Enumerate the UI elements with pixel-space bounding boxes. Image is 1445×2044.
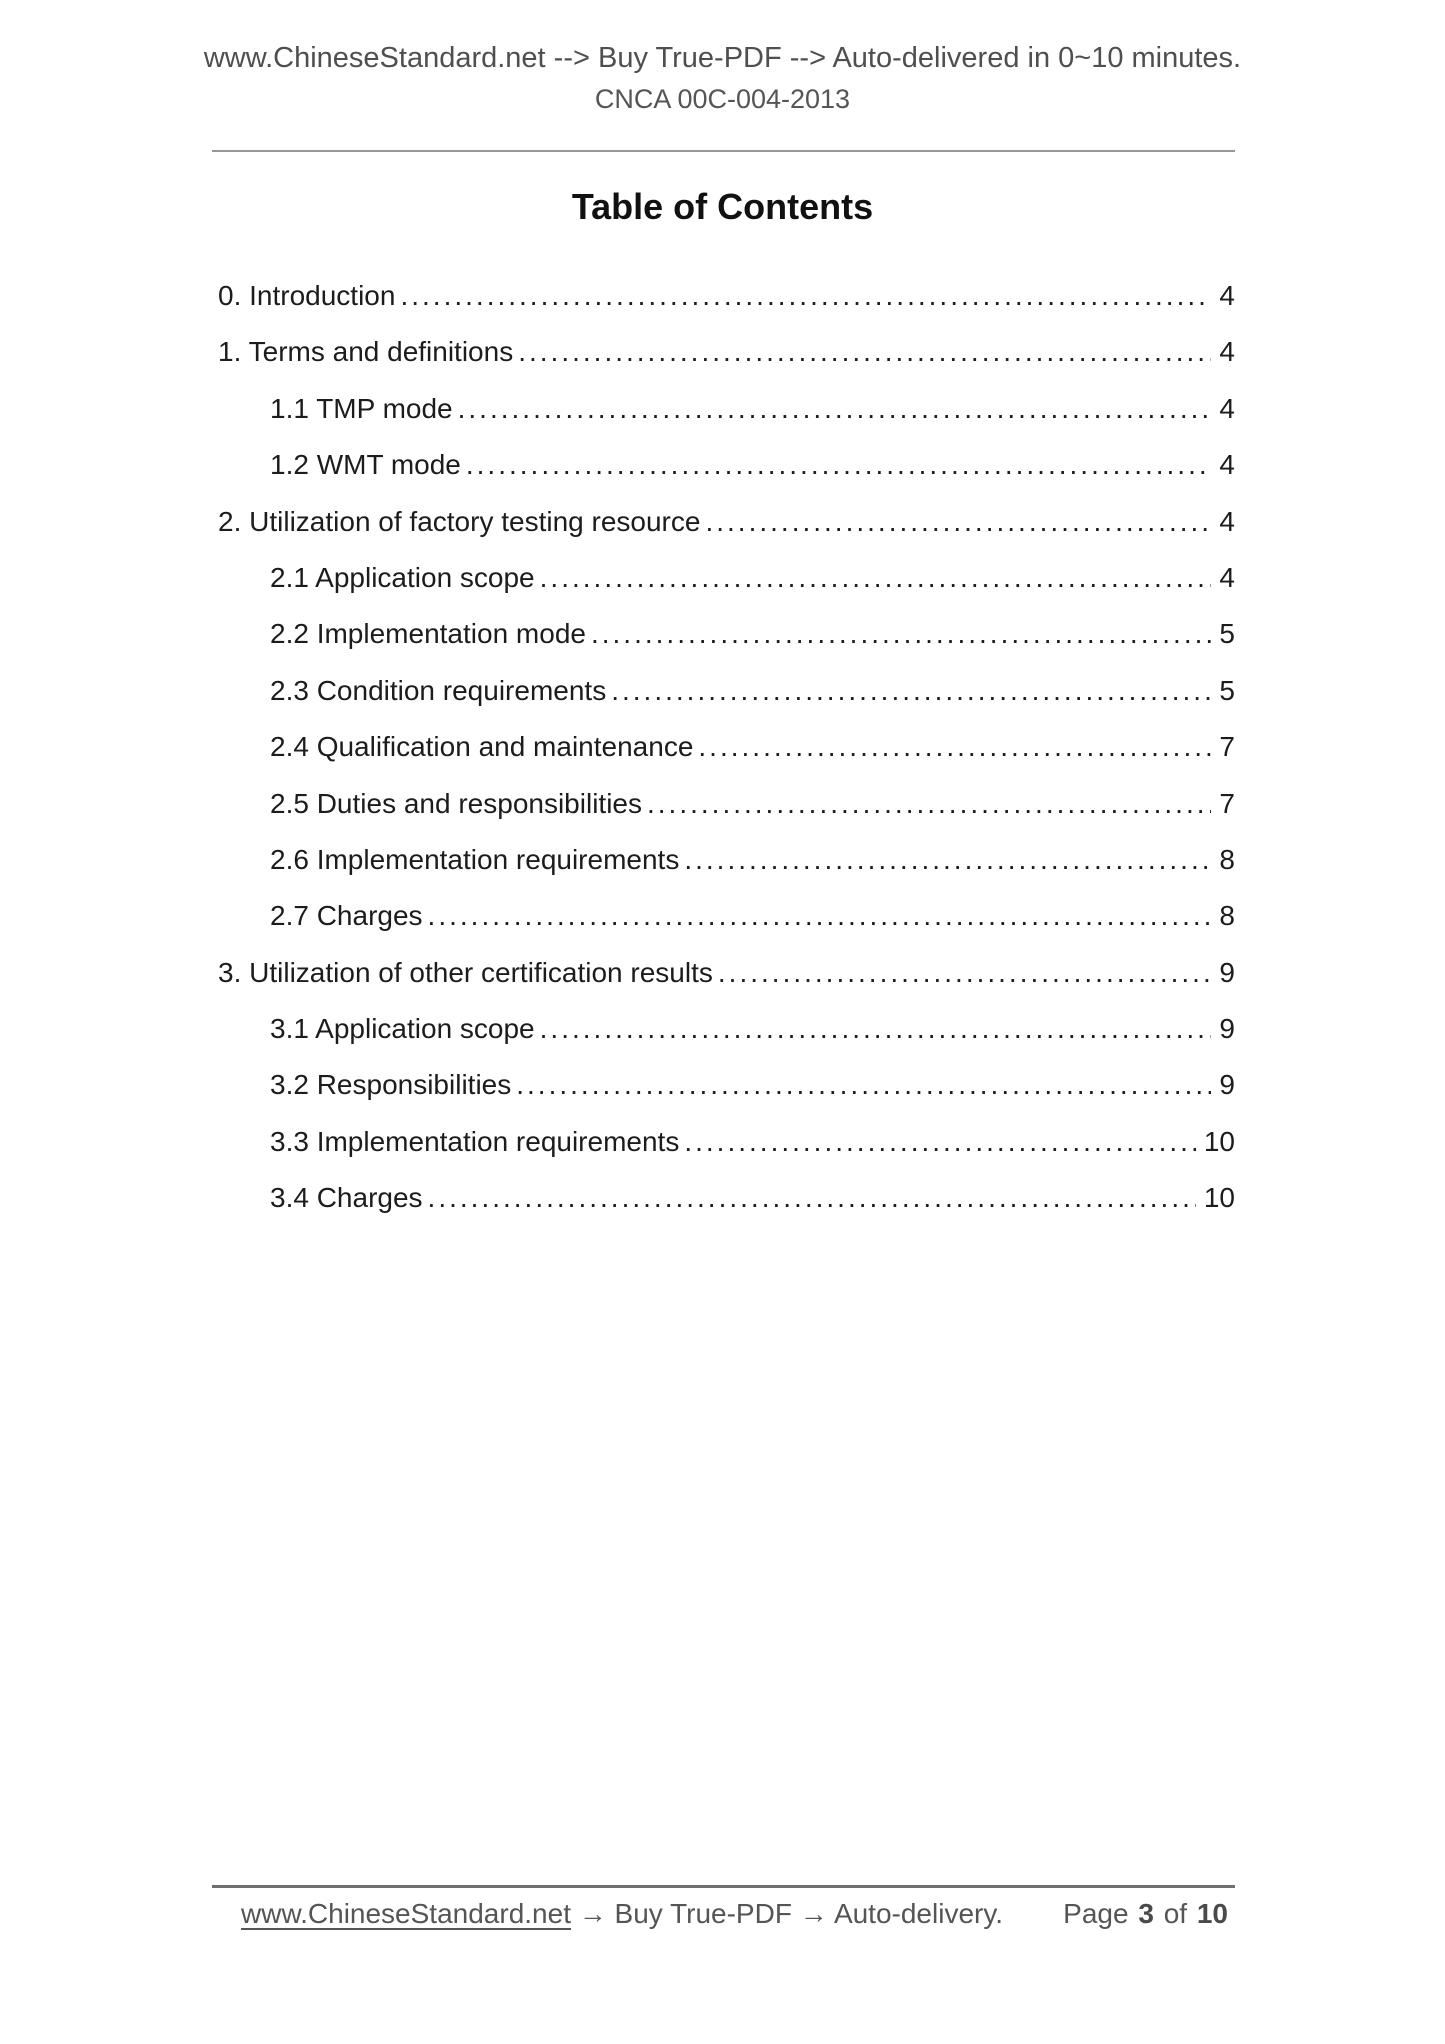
toc-entry[interactable] — [218, 1001, 1235, 1057]
toc-entry[interactable] — [218, 437, 1235, 493]
toc-entry-label: 2. Utilization of factory testing resource — [218, 505, 701, 537]
footer-page-label: Page — [1063, 1898, 1129, 1929]
toc-entry-label: 0. Introduction — [218, 280, 396, 311]
toc-entry-page: 7 — [1219, 787, 1235, 819]
toc-entry-label: 1. Terms and definitions — [218, 336, 514, 368]
table-of-contents — [218, 268, 1235, 1227]
toc-entry-label: 1.2 WMT mode — [270, 449, 461, 481]
toc-dot-leader — [591, 606, 1211, 662]
toc-entry-page: 10 — [1203, 1125, 1235, 1157]
toc-dot-leader — [466, 437, 1212, 493]
toc-entry-label: 3.2 Responsibilities — [270, 1069, 512, 1101]
toc-entry-label: 3.4 Charges — [270, 1182, 423, 1214]
toc-entry-label: 2.1 Application scope — [270, 561, 535, 593]
toc-entry-page: 5 — [1219, 674, 1235, 706]
footer-promo — [241, 1898, 1003, 1930]
footer-divider — [212, 1885, 1235, 1888]
toc-dot-leader — [718, 945, 1212, 1001]
toc-dot-leader — [684, 832, 1211, 888]
toc-entry-page: 4 — [1219, 392, 1235, 424]
toc-entry-label: 3.1 Application scope — [270, 1013, 535, 1045]
header-doc-number: CNCA 00C-004-2013 — [594, 84, 851, 114]
toc-entry-page: 4 — [1219, 561, 1235, 593]
toc-entry-label: 3.3 Implementation requirements — [270, 1125, 680, 1157]
toc-entry[interactable] — [218, 719, 1235, 775]
toc-entry-page: 4 — [1219, 449, 1235, 481]
header-divider — [212, 150, 1235, 152]
toc-entry-page: 4 — [1219, 505, 1235, 537]
toc-dot-leader — [428, 888, 1212, 944]
toc-entry-page: 9 — [1219, 1013, 1235, 1045]
toc-entry[interactable] — [218, 494, 1235, 550]
toc-entry[interactable] — [218, 945, 1235, 1001]
toc-dot-leader — [647, 776, 1211, 832]
toc-entry[interactable] — [218, 268, 1235, 324]
toc-dot-leader — [540, 1001, 1212, 1057]
page-footer — [241, 1898, 1230, 1930]
toc-entry-label: 2.2 Implementation mode — [270, 618, 586, 650]
toc-entry[interactable] — [218, 832, 1235, 888]
toc-entry-label: 2.5 Duties and responsibilities — [270, 787, 642, 819]
toc-entry-label: 2.7 Charges — [270, 900, 423, 932]
toc-entry[interactable] — [218, 1114, 1235, 1170]
toc-entry-label: 3. Utilization of other certification results — [218, 956, 713, 988]
toc-entry-label: 2.3 Condition requirements — [270, 674, 607, 706]
toc-entry[interactable] — [218, 550, 1235, 606]
toc-entry-page: 8 — [1219, 900, 1235, 932]
toc-entry-page: 7 — [1219, 731, 1235, 763]
toc-entry-page: 4 — [1219, 280, 1235, 311]
toc-dot-leader — [540, 550, 1212, 606]
page-title: Table of Contents — [571, 186, 874, 227]
toc-entry-page: 10 — [1203, 1182, 1235, 1214]
toc-dot-leader — [518, 324, 1211, 380]
toc-entry-page: 8 — [1219, 843, 1235, 875]
footer-page-total: 10 — [1196, 1898, 1228, 1929]
toc-entry-label: 2.6 Implementation requirements — [270, 843, 680, 875]
footer-page-indicator — [1063, 1898, 1230, 1930]
toc-entry[interactable] — [218, 381, 1235, 437]
toc-dot-leader — [611, 663, 1211, 719]
toc-dot-leader — [705, 494, 1211, 550]
toc-entry-page: 9 — [1219, 1069, 1235, 1101]
toc-entry[interactable] — [218, 324, 1235, 380]
toc-dot-leader — [458, 381, 1212, 437]
footer-of-label: of — [1163, 1898, 1188, 1929]
toc-entry[interactable] — [218, 606, 1235, 662]
footer-page-current: 3 — [1138, 1898, 1154, 1929]
toc-entry[interactable] — [218, 1057, 1235, 1113]
toc-dot-leader — [516, 1057, 1211, 1113]
toc-entry-page: 9 — [1219, 956, 1235, 988]
toc-dot-leader — [400, 268, 1211, 324]
toc-dot-leader — [698, 719, 1211, 775]
header-promo-text: www.ChineseStandard.net --> Buy True-PDF --> Auto-delivered in 0~10 minutes. — [203, 42, 1242, 74]
footer-promo-text: → Buy True-PDF → Auto-delivery. — [578, 1898, 1004, 1929]
toc-entry-page: 4 — [1219, 336, 1235, 368]
toc-entry-label: 2.4 Qualification and maintenance — [270, 731, 694, 763]
toc-entry[interactable] — [218, 776, 1235, 832]
toc-entry-page: 5 — [1219, 618, 1235, 650]
toc-entry[interactable] — [218, 663, 1235, 719]
toc-entry[interactable] — [218, 888, 1235, 944]
footer-site-link[interactable]: www.ChineseStandard.net — [241, 1898, 571, 1929]
toc-entry[interactable] — [218, 1170, 1235, 1226]
toc-dot-leader — [684, 1114, 1196, 1170]
toc-entry-label: 1.1 TMP mode — [270, 392, 453, 424]
toc-dot-leader — [428, 1170, 1196, 1226]
